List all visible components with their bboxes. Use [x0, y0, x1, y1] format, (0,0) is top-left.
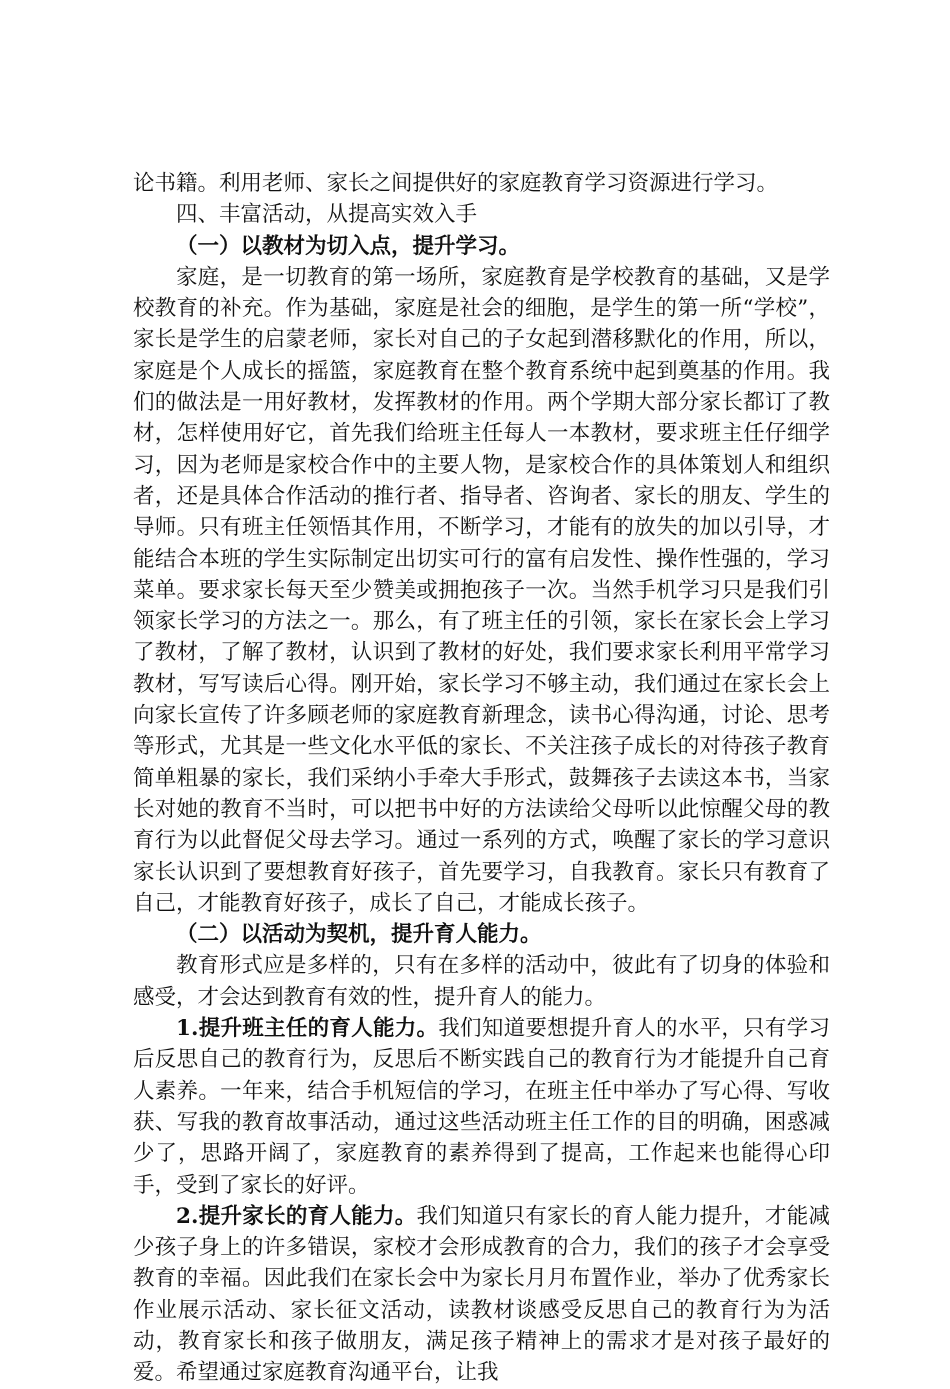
paragraph-education-forms: 教育形式应是多样的，只有在多样的活动中，彼此有了切身的体验和感受，才会达到教育有效的性，提升育人的能力。	[133, 953, 830, 1010]
run-in-heading-parent: 2.提升家长的育人能力。	[176, 1203, 417, 1229]
section-heading-four: 四、丰富活动，从提高实效入手	[176, 202, 478, 228]
paragraph-body-parent: 我们知道只有家长的育人能力提升，才能减少孩子身上的许多错误，家校才会形成教育的合力，我们的孩子才会享受教育的幸福。因此我们在家长会中为家长月月布置作业，举办了优秀家长作业展示活动、家长征文活动，读教材谈感受反思自己的教育行为为活动，教育家长和孩子做朋友，满足孩子精神上的需求才是对孩子最好的爱。希望通过家庭教育沟通平台，让我	[133, 1203, 830, 1386]
subsection-heading-two: （二）以活动为契机，提升育人能力。	[176, 922, 542, 948]
document-page	[133, 168, 830, 1389]
paragraph-continuation: 论书籍。利用老师、家长之间提供好的家庭教育学习资源进行学习。	[133, 171, 779, 196]
paragraph-family-education: 家庭，是一切教育的第一场所，家庭教育是学校教育的基础，又是学校教育的补充。作为基础，家庭是社会的细胞，是学生的第一所“学校”，家长是学生的启蒙老师，家长对自己的子女起到潜移默化的作用，所以，家庭是个人成长的摇篮，家庭教育在整个教育系统中起到奠基的作用。我们的做法是一用好教材，发挥教材的作用。两个学期大部分家长都订了教材，怎样使用好它，首先我们给班主任每人一本教材，要求班主任仔细学习，因为老师是家校合作中的主要人物，是家校合作的具体策划人和组织者，还是具体合作活动的推行者、指导者、咨询者、家长的朋友、学生的导师。只有班主任领悟其作用，不断学习，才能有的放失的加以引导，才能结合本班的学生实际制定出切实可行的富有启发性、操作性强的，学习菜单。要求家长每天至少赞美或拥抱孩子一次。当然手机学习只是我们引领家长学习的方法之一。那么，有了班主任的引领，家长在家长会上学习了教材，了解了教材，认识到了教材的好处，我们要求家长利用平常学习教材，写写读后心得。刚开始，家长学习不够主动，我们通过在家长会上向家长宣传了许多顾老师的家庭教育新理念，读书心得沟通，讨论、思考等形式，尤其是一些文化水平低的家长、不关注孩子成长的对待孩子教育简单粗暴的家长，我们采纳小手牵大手形式，鼓舞孩子去读这本书，当家长对她的教育不当时，可以把书中好的方法读给父母听以此惊醒父母的教育行为以此督促父母去学习。通过一系列的方式，唤醒了家长的学习意识家长认识到了要想教育好孩子，首先要学习，自我教育。家长只有教育了自己，才能教育好孩子，成长了自己，才能成长孩子。	[133, 264, 830, 916]
paragraph-teacher-ability	[133, 1013, 830, 1201]
subsection-heading-one: （一）以教材为切入点，提升学习。	[176, 233, 521, 259]
paragraph-parent-ability	[133, 1201, 830, 1389]
run-in-heading-teacher: 1.提升班主任的育人能力。	[176, 1016, 439, 1042]
paragraph-body-teacher: 我们知道要想提升育人的水平，只有学习后反思自己的教育行为，反思后不断实践自己的教育行为才能提升自己育人素养。一年来，结合手机短信的学习，在班主任中举办了写心得、写收获、写我的教育故事活动，通过这些活动班主任工作的目的明确，困惑减少了，思路开阔了，家庭教育的素养得到了提高，工作起来也能得心印手，受到了家长的好评。	[133, 1016, 830, 1198]
